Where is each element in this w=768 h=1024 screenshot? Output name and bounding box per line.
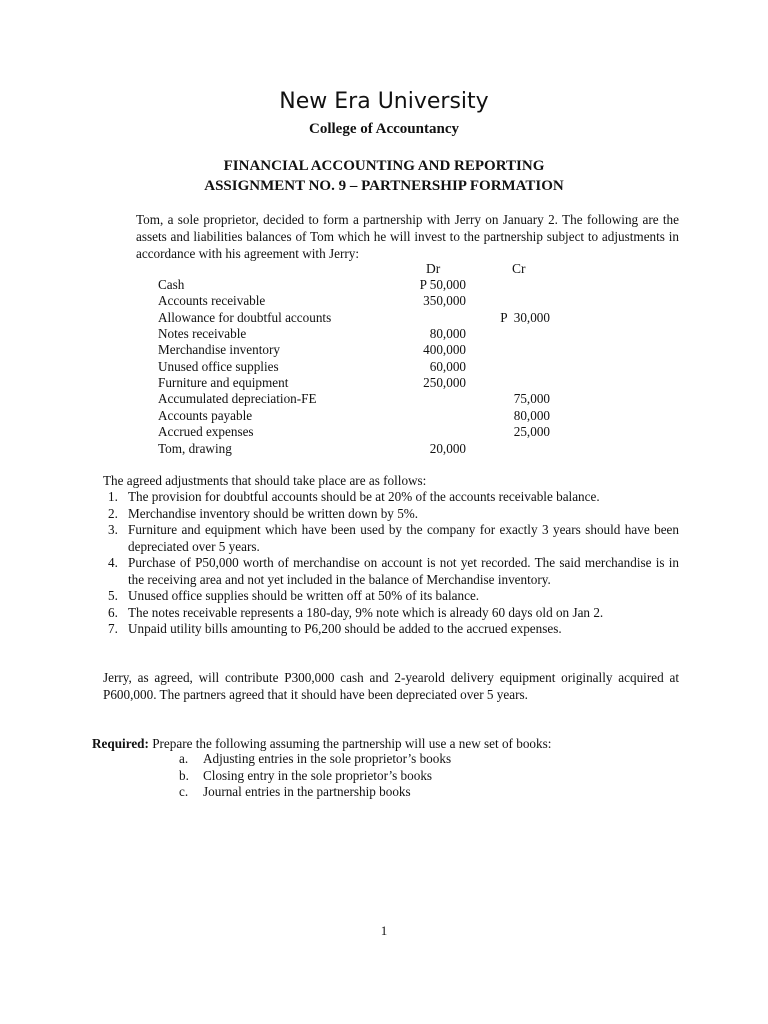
required-item-text: Adjusting entries in the sole proprietor’s books bbox=[203, 751, 452, 766]
balance-account-name: Merchandise inventory bbox=[158, 342, 280, 358]
balance-debit-amount bbox=[366, 408, 466, 424]
required-line bbox=[92, 736, 551, 752]
balance-account-name: Accrued expenses bbox=[158, 424, 254, 440]
debit-column-header: Dr bbox=[426, 261, 441, 276]
adjustment-item bbox=[108, 506, 679, 523]
adjustment-text: The provision for doubtful accounts should be at 20% of the accounts receivable balance. bbox=[128, 489, 600, 504]
required-item bbox=[179, 768, 451, 785]
balance-debit-amount: 20,000 bbox=[429, 440, 466, 456]
balance-debit-amount bbox=[366, 424, 466, 440]
balance-account-name: Cash bbox=[158, 277, 185, 292]
adjustment-number: 3. bbox=[108, 522, 118, 537]
adjustment-text: Merchandise inventory should be written down by 5%. bbox=[128, 505, 419, 521]
balance-credit-amount bbox=[460, 375, 550, 391]
university-title: New Era University bbox=[279, 89, 489, 114]
balance-credit-amount: 25,000 bbox=[513, 424, 550, 440]
course-title: FINANCIAL ACCOUNTING AND REPORTING bbox=[223, 158, 545, 174]
credit-column-header: Cr bbox=[512, 261, 526, 276]
balance-credit-amount: 80,000 bbox=[513, 407, 550, 423]
adjustment-text: Unused office supplies should be written off at 50% of its balance. bbox=[128, 588, 480, 603]
balance-debit-amount bbox=[366, 391, 466, 407]
balance-debit-amount: 60,000 bbox=[429, 358, 466, 374]
balance-account-name: Unused office supplies bbox=[158, 358, 279, 374]
required-text: Prepare the following assuming the partnership will use a new set of books: bbox=[152, 736, 552, 751]
adjustment-item bbox=[108, 489, 679, 506]
required-item-text: Closing entry in the sole proprietor’s books bbox=[203, 767, 433, 783]
adjustments-list bbox=[108, 489, 679, 638]
balance-account-name: Accounts receivable bbox=[158, 293, 266, 309]
balance-account-name: Allowance for doubtful accounts bbox=[158, 309, 332, 325]
adjustment-item bbox=[108, 522, 679, 555]
jerry-paragraph: Jerry, as agreed, will contribute P300,000 cash and 2-yearold delivery equipment originally acquired at P600,000. The partners agreed that it should have been depreciated over 5 years. bbox=[103, 670, 679, 702]
adjustment-number: 7. bbox=[108, 621, 118, 636]
adjustments-intro: The agreed adjustments that should take place are as follows: bbox=[103, 473, 427, 488]
page-number: 1 bbox=[380, 923, 388, 938]
adjustment-number: 5. bbox=[108, 588, 118, 603]
adjustment-item bbox=[108, 605, 679, 622]
balance-credit-amount bbox=[460, 441, 550, 457]
balance-account-name: Accumulated depreciation-FE bbox=[158, 391, 317, 407]
adjustment-text: Unpaid utility bills amounting to P6,200 should be added to the accrued expenses. bbox=[128, 621, 562, 636]
adjustment-number: 6. bbox=[108, 604, 118, 620]
balance-credit-amount bbox=[460, 359, 550, 375]
balance-debit-amount: 350,000 bbox=[423, 293, 466, 309]
balance-debit-amount: P 50,000 bbox=[419, 277, 466, 292]
assignment-title: ASSIGNMENT NO. 9 – PARTNERSHIP FORMATION bbox=[204, 178, 564, 194]
required-label: Required: bbox=[92, 736, 149, 751]
adjustment-number: 2. bbox=[108, 505, 118, 521]
balance-account-name: Tom, drawing bbox=[158, 440, 232, 456]
balance-account-name: Notes receivable bbox=[158, 326, 247, 342]
required-item bbox=[179, 784, 451, 801]
balance-credit-amount bbox=[460, 342, 550, 358]
adjustment-number: 1. bbox=[108, 489, 118, 504]
adjustment-item bbox=[108, 621, 679, 638]
adjustment-text: Purchase of P50,000 worth of merchandise on account is not yet recorded. The said merchandise is in the receiving area and not yet included in the balance of Merchandise inventory. bbox=[128, 555, 679, 587]
required-list bbox=[179, 751, 451, 801]
adjustment-text: The notes receivable represents a 180-day, 9% note which is already 60 days old on Jan 2. bbox=[128, 604, 604, 620]
balance-credit-amount bbox=[460, 326, 550, 342]
balance-credit-amount: P 30,000 bbox=[500, 309, 550, 325]
balance-credit-amount bbox=[460, 293, 550, 309]
required-item-letter: a. bbox=[179, 751, 189, 766]
balance-debit-amount: 80,000 bbox=[429, 326, 466, 342]
balance-debit-amount: 250,000 bbox=[423, 375, 466, 391]
balance-credit-amount bbox=[460, 277, 550, 293]
required-item-text: Journal entries in the partnership books bbox=[203, 784, 411, 799]
required-item-letter: b. bbox=[179, 767, 189, 783]
balance-credit-amount: 75,000 bbox=[513, 391, 550, 407]
college-name: College of Accountancy bbox=[309, 121, 459, 137]
balance-account-name: Furniture and equipment bbox=[158, 375, 289, 391]
balance-debit-amount: 400,000 bbox=[423, 342, 466, 358]
required-item bbox=[179, 751, 451, 768]
adjustment-item bbox=[108, 555, 679, 588]
adjustment-number: 4. bbox=[108, 555, 118, 570]
adjustment-text: Furniture and equipment which have been used by the company for exactly 3 years should have been depreciated over 5 years. bbox=[128, 522, 679, 554]
balance-account-name: Accounts payable bbox=[158, 407, 253, 423]
intro-paragraph: Tom, a sole proprietor, decided to form a partnership with Jerry on January 2. The following are the assets and liabilities balances of Tom which he will invest to the partnership subject to adjustments in accordance with his agreement with Jerry: bbox=[136, 212, 679, 261]
adjustment-item bbox=[108, 588, 679, 605]
required-item-letter: c. bbox=[179, 784, 189, 799]
balance-debit-amount bbox=[366, 310, 466, 326]
